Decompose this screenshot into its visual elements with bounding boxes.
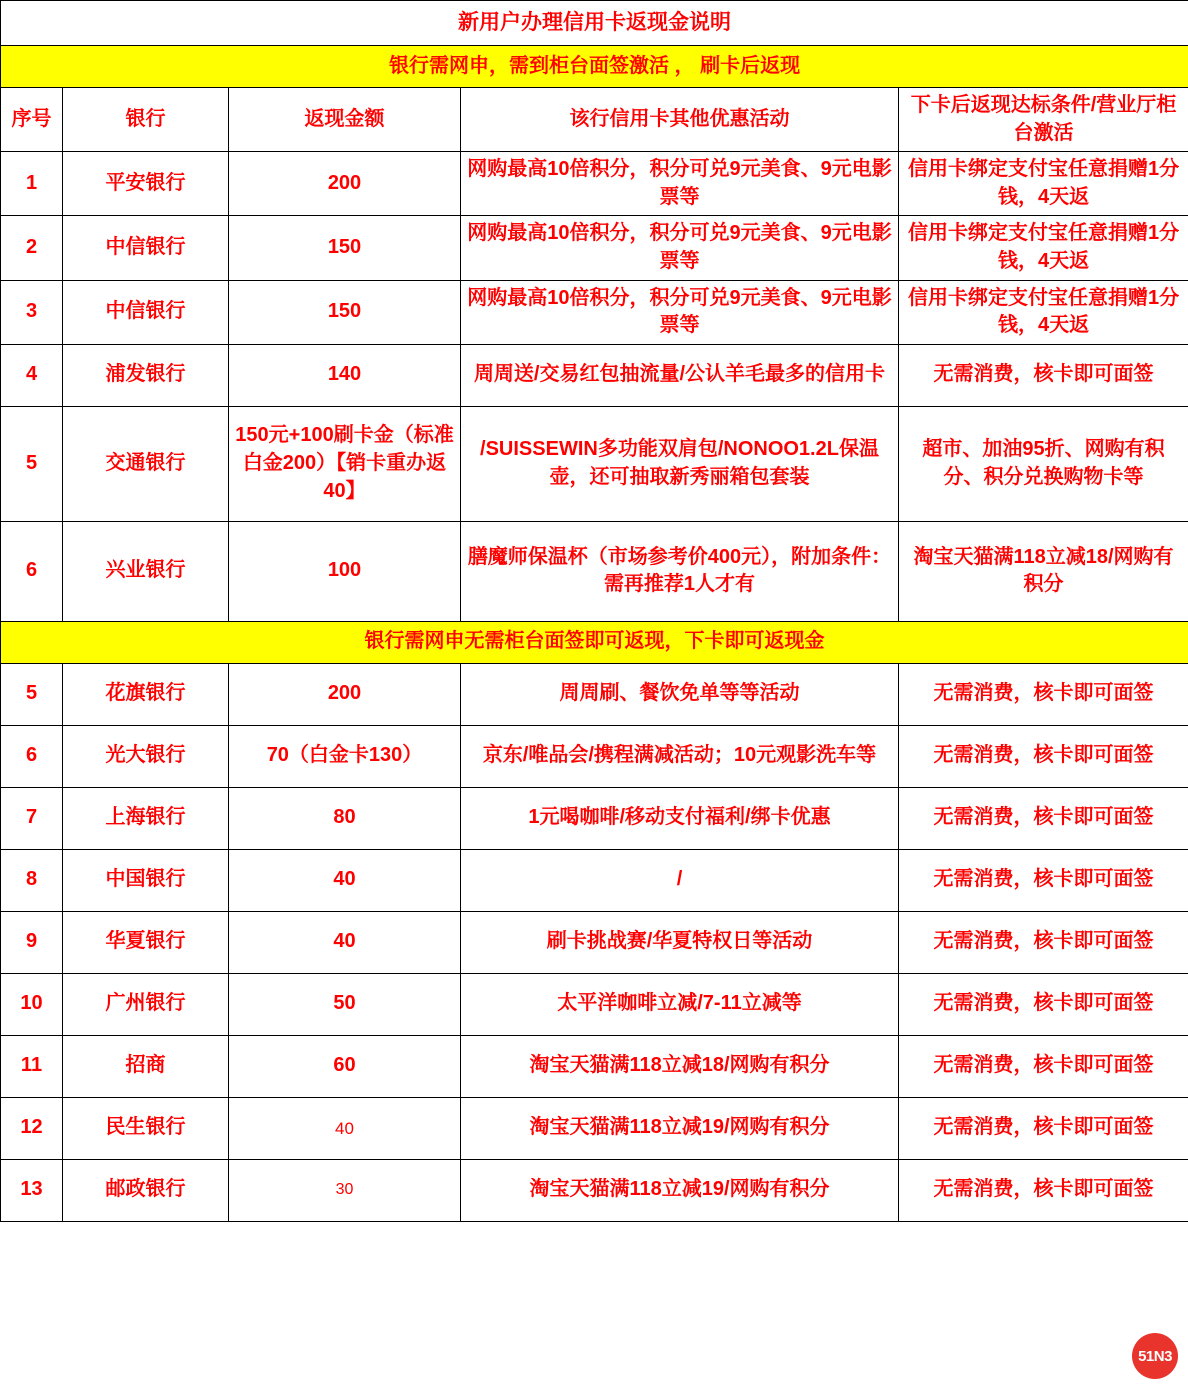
cell-no: 8 [1, 849, 63, 911]
cell-amount: 150元+100刷卡金（标准白金200）【销卡重办返40】 [229, 406, 461, 521]
cell-promo: 网购最高10倍积分，积分可兑9元美食、9元电影票等 [461, 152, 899, 216]
cell-bank: 兴业银行 [63, 521, 229, 621]
cell-bank: 邮政银行 [63, 1159, 229, 1221]
cell-no: 4 [1, 344, 63, 406]
table-header-row [1, 88, 1188, 152]
cell-promo: 刷卡挑战赛/华夏特权日等活动 [461, 911, 899, 973]
column-header-amount: 返现金额 [229, 88, 461, 152]
table-row [1, 344, 1188, 406]
cell-bank: 上海银行 [63, 787, 229, 849]
cell-promo: 淘宝天猫满118立减19/网购有积分 [461, 1159, 899, 1221]
cell-bank: 浦发银行 [63, 344, 229, 406]
cell-condition: 无需消费，核卡即可面签 [899, 1035, 1188, 1097]
cell-bank: 招商 [63, 1035, 229, 1097]
table-row [1, 152, 1188, 216]
cell-no: 2 [1, 216, 63, 280]
table-row [1, 787, 1188, 849]
cell-condition: 无需消费，核卡即可面签 [899, 663, 1188, 725]
table-row [1, 1097, 1188, 1159]
cell-no: 12 [1, 1097, 63, 1159]
cell-promo: / [461, 849, 899, 911]
cell-no: 6 [1, 521, 63, 621]
table-row [1, 1035, 1188, 1097]
watermark-logo: 51N3 [1132, 1333, 1178, 1379]
section-banner-1 [1, 46, 1188, 88]
cell-bank: 中国银行 [63, 849, 229, 911]
cell-bank: 花旗银行 [63, 663, 229, 725]
section-banner-2 [1, 621, 1188, 663]
cell-bank: 民生银行 [63, 1097, 229, 1159]
section-banner-label: 银行需网申，需到柜台面签激活 ， 刷卡后返现 [1, 46, 1188, 88]
table-row [1, 280, 1188, 344]
cell-condition: 无需消费，核卡即可面签 [899, 787, 1188, 849]
cell-condition: 无需消费，核卡即可面签 [899, 849, 1188, 911]
cell-promo: 太平洋咖啡立减/7-11立减等 [461, 973, 899, 1035]
cell-amount: 40 [229, 849, 461, 911]
table-row [1, 911, 1188, 973]
cell-no: 6 [1, 725, 63, 787]
cell-amount: 30 [229, 1159, 461, 1221]
cell-promo: 淘宝天猫满118立减19/网购有积分 [461, 1097, 899, 1159]
table-row [1, 849, 1188, 911]
cell-amount: 150 [229, 280, 461, 344]
section-banner-label: 银行需网申无需柜台面签即可返现，下卡即可返现金 [1, 621, 1188, 663]
cell-condition: 信用卡绑定支付宝任意捐赠1分钱，4天返 [899, 280, 1188, 344]
cell-no: 5 [1, 663, 63, 725]
table-row [1, 216, 1188, 280]
cell-amount: 70（白金卡130） [229, 725, 461, 787]
cell-condition: 无需消费，核卡即可面签 [899, 1159, 1188, 1221]
document-title-row [1, 1, 1188, 46]
cell-amount: 80 [229, 787, 461, 849]
cell-amount: 50 [229, 973, 461, 1035]
cell-promo: 网购最高10倍积分，积分可兑9元美食、9元电影票等 [461, 280, 899, 344]
cell-condition: 信用卡绑定支付宝任意捐赠1分钱，4天返 [899, 152, 1188, 216]
cell-bank: 平安银行 [63, 152, 229, 216]
cell-bank: 中信银行 [63, 216, 229, 280]
cell-no: 5 [1, 406, 63, 521]
cell-no: 13 [1, 1159, 63, 1221]
cell-condition: 信用卡绑定支付宝任意捐赠1分钱，4天返 [899, 216, 1188, 280]
table-row [1, 1159, 1188, 1221]
cell-condition: 无需消费，核卡即可面签 [899, 973, 1188, 1035]
table-row [1, 973, 1188, 1035]
cell-condition: 无需消费，核卡即可面签 [899, 725, 1188, 787]
table-row [1, 521, 1188, 621]
column-header-no: 序号 [1, 88, 63, 152]
cell-amount: 200 [229, 663, 461, 725]
cell-bank: 广州银行 [63, 973, 229, 1035]
cell-condition: 淘宝天猫满118立减18/网购有积分 [899, 521, 1188, 621]
cell-condition: 无需消费，核卡即可面签 [899, 344, 1188, 406]
cell-amount: 200 [229, 152, 461, 216]
cell-no: 10 [1, 973, 63, 1035]
cell-amount: 40 [229, 911, 461, 973]
cell-condition: 无需消费，核卡即可面签 [899, 911, 1188, 973]
cell-promo: 淘宝天猫满118立减18/网购有积分 [461, 1035, 899, 1097]
table-row [1, 725, 1188, 787]
table-row [1, 406, 1188, 521]
cell-bank: 中信银行 [63, 280, 229, 344]
cell-amount: 140 [229, 344, 461, 406]
column-header-promo: 该行信用卡其他优惠活动 [461, 88, 899, 152]
cell-promo: 1元喝咖啡/移动支付福利/绑卡优惠 [461, 787, 899, 849]
cell-amount: 40 [229, 1097, 461, 1159]
table-row [1, 663, 1188, 725]
cell-promo: 京东/唯品会/携程满减活动；10元观影洗车等 [461, 725, 899, 787]
cell-no: 1 [1, 152, 63, 216]
cell-amount: 100 [229, 521, 461, 621]
cell-promo: 膳魔师保温杯（市场参考价400元），附加条件：需再推荐1人才有 [461, 521, 899, 621]
column-header-bank: 银行 [63, 88, 229, 152]
cell-promo: 周周刷、餐饮免单等等活动 [461, 663, 899, 725]
cell-no: 9 [1, 911, 63, 973]
cell-bank: 交通银行 [63, 406, 229, 521]
cell-bank: 华夏银行 [63, 911, 229, 973]
cell-no: 11 [1, 1035, 63, 1097]
cell-amount: 60 [229, 1035, 461, 1097]
column-header-condition: 下卡后返现达标条件/营业厅柜台激活 [899, 88, 1188, 152]
cell-amount: 150 [229, 216, 461, 280]
cell-promo: 网购最高10倍积分，积分可兑9元美食、9元电影票等 [461, 216, 899, 280]
cell-bank: 光大银行 [63, 725, 229, 787]
cell-no: 7 [1, 787, 63, 849]
cell-no: 3 [1, 280, 63, 344]
cell-promo: 周周送/交易红包抽流量/公认羊毛最多的信用卡 [461, 344, 899, 406]
cell-promo: /SUISSEWIN多功能双肩包/NONOO1.2L保温壶，还可抽取新秀丽箱包套装 [461, 406, 899, 521]
cell-condition: 无需消费，核卡即可面签 [899, 1097, 1188, 1159]
page-title: 新用户办理信用卡返现金说明 [1, 1, 1188, 46]
cell-condition: 超市、加油95折、网购有积分、积分兑换购物卡等 [899, 406, 1188, 521]
